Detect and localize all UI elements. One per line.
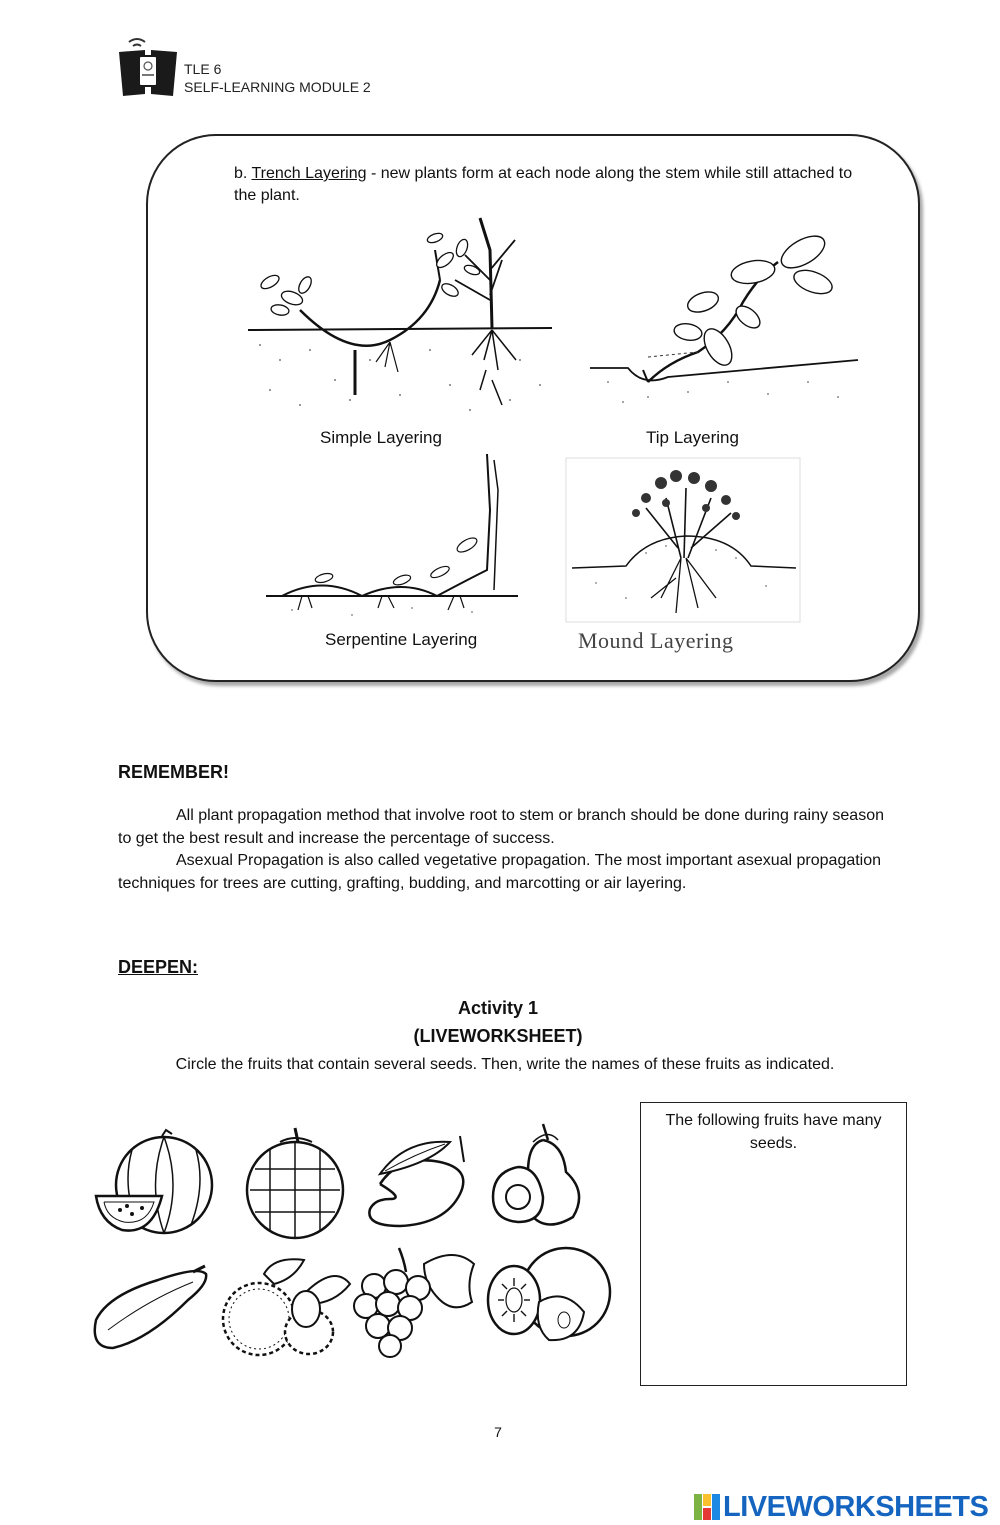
- remember-paragraph-2: Asexual Propagation is also called vegetative propagation. The most important asexual propagation techniques for trees are cutting, grafting, budding, and marcotting or air layering.: [118, 852, 882, 892]
- fruit-atis[interactable]: [240, 1124, 348, 1242]
- module-label: SELF-LEARNING MODULE 2: [184, 79, 371, 95]
- mound-layering-caption: Mound Layering: [578, 628, 734, 653]
- activity-subtitle: (LIVEWORKSHEET): [413, 1026, 583, 1046]
- course-label: TLE 6: [184, 61, 222, 77]
- fruit-papaya[interactable]: [88, 1260, 212, 1354]
- page-number: 7: [494, 1424, 502, 1440]
- activity-instruction: Circle the fruits that contain several seeds. Then, write the names of these fruits as indicated.: [175, 1056, 835, 1073]
- trench-layering-term: Trench Layering: [251, 165, 367, 182]
- module-logo-icon: [115, 34, 181, 100]
- fruit-rambutan[interactable]: [214, 1254, 352, 1358]
- brand-text: LIVEWORKSHEETS: [723, 1490, 989, 1523]
- liveworksheets-logo-icon: [694, 1494, 720, 1520]
- fruit-grapes[interactable]: [354, 1244, 480, 1360]
- fruit-watermelon[interactable]: [92, 1130, 220, 1240]
- fruit-kiwi[interactable]: [484, 1242, 614, 1346]
- module-header: [184, 60, 371, 96]
- fruit-mango[interactable]: [360, 1134, 478, 1228]
- simple-layering-illustration: [240, 210, 560, 422]
- serpentine-layering-caption: Serpentine Layering: [325, 630, 478, 649]
- fruit-avocado[interactable]: [488, 1122, 600, 1232]
- mound-layering-illustration: [566, 458, 800, 622]
- deepen-heading: DEEPEN:: [118, 957, 199, 977]
- remember-paragraphs: [118, 805, 888, 895]
- simple-layering-caption: Simple Layering: [320, 428, 442, 447]
- answer-box[interactable]: [640, 1102, 907, 1386]
- activity-title: Activity 1: [457, 998, 539, 1018]
- remember-heading: REMEMBER!: [118, 762, 229, 782]
- trench-layering-definition: b. Trench Layering - new plants form at each node along the stem while still attached to the plant.: [234, 165, 853, 204]
- remember-paragraph-1: All plant propagation method that involve root to stem or branch should be done during rainy season to get the best result and increase the percentage of success.: [118, 807, 884, 847]
- tip-layering-caption: Tip Layering: [646, 428, 739, 447]
- tip-layering-illustration: [588, 232, 860, 412]
- serpentine-layering-illustration: [262, 450, 524, 622]
- liveworksheets-brand: [694, 1490, 994, 1524]
- answer-box-label: The following fruits have many seeds.: [665, 1112, 882, 1152]
